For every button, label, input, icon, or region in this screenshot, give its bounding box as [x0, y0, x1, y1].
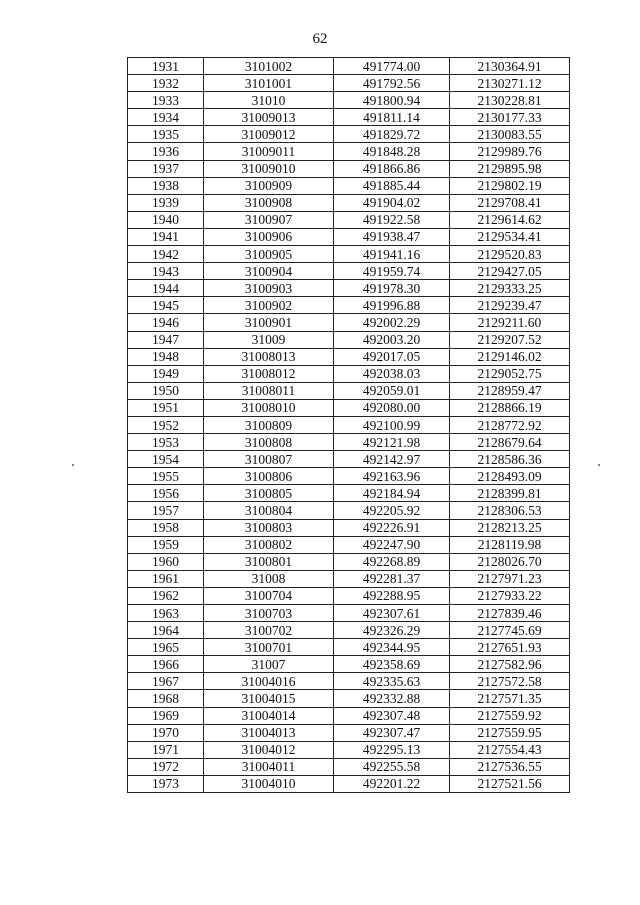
point-id-cell: 3100801	[204, 553, 334, 570]
point-id-cell: 3100703	[204, 605, 334, 622]
scan-speck	[72, 464, 74, 466]
point-id-cell: 3101001	[204, 75, 334, 92]
y-coordinate-cell: 2127554.43	[450, 741, 570, 758]
y-coordinate-cell: 2127559.95	[450, 724, 570, 741]
y-coordinate-cell: 2130083.55	[450, 126, 570, 143]
point-id-cell: 31009010	[204, 160, 334, 177]
y-coordinate-cell: 2129146.02	[450, 348, 570, 365]
point-number-cell: 1936	[128, 143, 204, 160]
point-id-cell: 31004015	[204, 690, 334, 707]
y-coordinate-cell: 2127839.46	[450, 605, 570, 622]
point-id-cell: 3100901	[204, 314, 334, 331]
point-id-cell: 3100907	[204, 211, 334, 228]
x-coordinate-cell: 492326.29	[334, 622, 450, 639]
point-id-cell: 31008	[204, 570, 334, 587]
y-coordinate-cell: 2130228.81	[450, 92, 570, 109]
y-coordinate-cell: 2130177.33	[450, 109, 570, 126]
point-id-cell: 3100809	[204, 416, 334, 433]
table-row	[128, 126, 570, 143]
point-number-cell: 1964	[128, 622, 204, 639]
y-coordinate-cell: 2128959.47	[450, 382, 570, 399]
table-row	[128, 570, 570, 587]
table-row	[128, 211, 570, 228]
table-body	[128, 58, 570, 793]
x-coordinate-cell: 491922.58	[334, 211, 450, 228]
table-row	[128, 75, 570, 92]
x-coordinate-cell: 492295.13	[334, 741, 450, 758]
y-coordinate-cell: 2129614.62	[450, 211, 570, 228]
point-id-cell: 3100908	[204, 194, 334, 211]
y-coordinate-cell: 2127582.96	[450, 656, 570, 673]
x-coordinate-cell: 491978.30	[334, 280, 450, 297]
y-coordinate-cell: 2129239.47	[450, 297, 570, 314]
x-coordinate-cell: 492226.91	[334, 519, 450, 536]
y-coordinate-cell: 2127572.58	[450, 673, 570, 690]
y-coordinate-cell: 2129708.41	[450, 194, 570, 211]
x-coordinate-cell: 492247.90	[334, 536, 450, 553]
point-number-cell: 1932	[128, 75, 204, 92]
table-row	[128, 194, 570, 211]
x-coordinate-cell: 491938.47	[334, 228, 450, 245]
x-coordinate-cell: 491811.14	[334, 109, 450, 126]
x-coordinate-cell: 491800.94	[334, 92, 450, 109]
y-coordinate-cell: 2127559.92	[450, 707, 570, 724]
x-coordinate-cell: 492281.37	[334, 570, 450, 587]
y-coordinate-cell: 2127971.23	[450, 570, 570, 587]
page-number: 62	[312, 31, 328, 47]
point-number-cell: 1970	[128, 724, 204, 741]
table-row	[128, 622, 570, 639]
table-row	[128, 263, 570, 280]
y-coordinate-cell: 2127745.69	[450, 622, 570, 639]
point-id-cell: 3100701	[204, 639, 334, 656]
x-coordinate-cell: 491829.72	[334, 126, 450, 143]
table-row	[128, 109, 570, 126]
table-row	[128, 280, 570, 297]
point-id-cell: 31007	[204, 656, 334, 673]
table-row	[128, 775, 570, 792]
y-coordinate-cell: 2128213.25	[450, 519, 570, 536]
x-coordinate-cell: 491848.28	[334, 143, 450, 160]
table-row	[128, 246, 570, 263]
y-coordinate-cell: 2128399.81	[450, 485, 570, 502]
coordinates-table	[127, 57, 570, 793]
point-number-cell: 1942	[128, 246, 204, 263]
table-row	[128, 707, 570, 724]
point-number-cell: 1967	[128, 673, 204, 690]
point-number-cell: 1952	[128, 416, 204, 433]
y-coordinate-cell: 2129052.75	[450, 365, 570, 382]
x-coordinate-cell: 492003.20	[334, 331, 450, 348]
y-coordinate-cell: 2127651.93	[450, 639, 570, 656]
x-coordinate-cell: 492201.22	[334, 775, 450, 792]
table-row	[128, 416, 570, 433]
table-row	[128, 228, 570, 245]
y-coordinate-cell: 2128772.92	[450, 416, 570, 433]
y-coordinate-cell: 2128493.09	[450, 468, 570, 485]
point-id-cell: 3100805	[204, 485, 334, 502]
table-row	[128, 758, 570, 775]
table-row	[128, 673, 570, 690]
table-row	[128, 58, 570, 75]
table-row	[128, 434, 570, 451]
point-number-cell: 1955	[128, 468, 204, 485]
y-coordinate-cell: 2127536.55	[450, 758, 570, 775]
table-row	[128, 485, 570, 502]
x-coordinate-cell: 492332.88	[334, 690, 450, 707]
point-id-cell: 3100806	[204, 468, 334, 485]
point-id-cell: 31004014	[204, 707, 334, 724]
x-coordinate-cell: 491792.56	[334, 75, 450, 92]
scan-speck	[598, 464, 600, 466]
y-coordinate-cell: 2129211.60	[450, 314, 570, 331]
x-coordinate-cell: 492205.92	[334, 502, 450, 519]
table-row	[128, 143, 570, 160]
table-row	[128, 502, 570, 519]
point-number-cell: 1968	[128, 690, 204, 707]
table-row	[128, 741, 570, 758]
point-id-cell: 31009013	[204, 109, 334, 126]
y-coordinate-cell: 2128586.36	[450, 451, 570, 468]
table-row	[128, 451, 570, 468]
point-id-cell: 31009012	[204, 126, 334, 143]
point-id-cell: 3100905	[204, 246, 334, 263]
table-row	[128, 587, 570, 604]
table-row	[128, 724, 570, 741]
table-row	[128, 399, 570, 416]
table-row	[128, 160, 570, 177]
point-number-cell: 1931	[128, 58, 204, 75]
point-id-cell: 31008010	[204, 399, 334, 416]
table-row	[128, 348, 570, 365]
point-number-cell: 1953	[128, 434, 204, 451]
point-number-cell: 1947	[128, 331, 204, 348]
point-number-cell: 1963	[128, 605, 204, 622]
point-number-cell: 1960	[128, 553, 204, 570]
point-id-cell: 31009011	[204, 143, 334, 160]
x-coordinate-cell: 492255.58	[334, 758, 450, 775]
point-id-cell: 3100807	[204, 451, 334, 468]
point-number-cell: 1944	[128, 280, 204, 297]
point-id-cell: 3100803	[204, 519, 334, 536]
x-coordinate-cell: 492307.61	[334, 605, 450, 622]
y-coordinate-cell: 2129802.19	[450, 177, 570, 194]
point-number-cell: 1948	[128, 348, 204, 365]
point-id-cell: 3100702	[204, 622, 334, 639]
x-coordinate-cell: 492288.95	[334, 587, 450, 604]
y-coordinate-cell: 2127521.56	[450, 775, 570, 792]
x-coordinate-cell: 491904.02	[334, 194, 450, 211]
y-coordinate-cell: 2128026.70	[450, 553, 570, 570]
point-number-cell: 1949	[128, 365, 204, 382]
table-row	[128, 177, 570, 194]
point-number-cell: 1943	[128, 263, 204, 280]
point-number-cell: 1972	[128, 758, 204, 775]
x-coordinate-cell: 492268.89	[334, 553, 450, 570]
y-coordinate-cell: 2129520.83	[450, 246, 570, 263]
point-id-cell: 3100904	[204, 263, 334, 280]
x-coordinate-cell: 492184.94	[334, 485, 450, 502]
point-number-cell: 1965	[128, 639, 204, 656]
point-number-cell: 1937	[128, 160, 204, 177]
y-coordinate-cell: 2127571.35	[450, 690, 570, 707]
point-id-cell: 3100909	[204, 177, 334, 194]
table-row	[128, 382, 570, 399]
y-coordinate-cell: 2128119.98	[450, 536, 570, 553]
point-id-cell: 3100808	[204, 434, 334, 451]
point-number-cell: 1961	[128, 570, 204, 587]
x-coordinate-cell: 491866.86	[334, 160, 450, 177]
x-coordinate-cell: 492307.48	[334, 707, 450, 724]
point-number-cell: 1938	[128, 177, 204, 194]
x-coordinate-cell: 492142.97	[334, 451, 450, 468]
y-coordinate-cell: 2128679.64	[450, 434, 570, 451]
x-coordinate-cell: 492163.96	[334, 468, 450, 485]
x-coordinate-cell: 492038.03	[334, 365, 450, 382]
point-id-cell: 3100804	[204, 502, 334, 519]
point-number-cell: 1957	[128, 502, 204, 519]
x-coordinate-cell: 492358.69	[334, 656, 450, 673]
point-id-cell: 3101002	[204, 58, 334, 75]
x-coordinate-cell: 492307.47	[334, 724, 450, 741]
point-number-cell: 1969	[128, 707, 204, 724]
point-id-cell: 3100902	[204, 297, 334, 314]
table-row	[128, 297, 570, 314]
point-id-cell: 31004012	[204, 741, 334, 758]
point-id-cell: 3100802	[204, 536, 334, 553]
point-number-cell: 1946	[128, 314, 204, 331]
point-number-cell: 1954	[128, 451, 204, 468]
point-id-cell: 31008012	[204, 365, 334, 382]
x-coordinate-cell: 492080.00	[334, 399, 450, 416]
point-id-cell: 31004013	[204, 724, 334, 741]
point-id-cell: 31008011	[204, 382, 334, 399]
point-id-cell: 31008013	[204, 348, 334, 365]
table-row	[128, 92, 570, 109]
y-coordinate-cell: 2130364.91	[450, 58, 570, 75]
point-id-cell: 31010	[204, 92, 334, 109]
x-coordinate-cell: 492017.05	[334, 348, 450, 365]
point-number-cell: 1958	[128, 519, 204, 536]
x-coordinate-cell: 492335.63	[334, 673, 450, 690]
y-coordinate-cell: 2127933.22	[450, 587, 570, 604]
point-id-cell: 31004010	[204, 775, 334, 792]
table-row	[128, 314, 570, 331]
x-coordinate-cell: 492002.29	[334, 314, 450, 331]
point-number-cell: 1945	[128, 297, 204, 314]
point-number-cell: 1940	[128, 211, 204, 228]
point-id-cell: 3100906	[204, 228, 334, 245]
x-coordinate-cell: 492100.99	[334, 416, 450, 433]
y-coordinate-cell: 2129534.41	[450, 228, 570, 245]
table-row	[128, 605, 570, 622]
point-number-cell: 1935	[128, 126, 204, 143]
y-coordinate-cell: 2128306.53	[450, 502, 570, 519]
x-coordinate-cell: 491996.88	[334, 297, 450, 314]
point-number-cell: 1959	[128, 536, 204, 553]
x-coordinate-cell: 491885.44	[334, 177, 450, 194]
x-coordinate-cell: 491959.74	[334, 263, 450, 280]
table-row	[128, 331, 570, 348]
table-row	[128, 656, 570, 673]
table-row	[128, 690, 570, 707]
x-coordinate-cell: 492344.95	[334, 639, 450, 656]
table-row	[128, 468, 570, 485]
y-coordinate-cell: 2129895.98	[450, 160, 570, 177]
point-number-cell: 1933	[128, 92, 204, 109]
point-number-cell: 1956	[128, 485, 204, 502]
y-coordinate-cell: 2129333.25	[450, 280, 570, 297]
point-id-cell: 3100704	[204, 587, 334, 604]
table-row	[128, 553, 570, 570]
point-number-cell: 1966	[128, 656, 204, 673]
point-number-cell: 1941	[128, 228, 204, 245]
point-id-cell: 31009	[204, 331, 334, 348]
table-row	[128, 639, 570, 656]
y-coordinate-cell: 2130271.12	[450, 75, 570, 92]
x-coordinate-cell: 492059.01	[334, 382, 450, 399]
y-coordinate-cell: 2129427.05	[450, 263, 570, 280]
table-row	[128, 536, 570, 553]
point-id-cell: 31004011	[204, 758, 334, 775]
x-coordinate-cell: 491774.00	[334, 58, 450, 75]
point-number-cell: 1973	[128, 775, 204, 792]
point-id-cell: 31004016	[204, 673, 334, 690]
table-row	[128, 519, 570, 536]
x-coordinate-cell: 492121.98	[334, 434, 450, 451]
table-row	[128, 365, 570, 382]
y-coordinate-cell: 2129989.76	[450, 143, 570, 160]
point-number-cell: 1951	[128, 399, 204, 416]
x-coordinate-cell: 491941.16	[334, 246, 450, 263]
point-number-cell: 1962	[128, 587, 204, 604]
y-coordinate-cell: 2129207.52	[450, 331, 570, 348]
point-number-cell: 1950	[128, 382, 204, 399]
point-number-cell: 1939	[128, 194, 204, 211]
point-number-cell: 1971	[128, 741, 204, 758]
y-coordinate-cell: 2128866.19	[450, 399, 570, 416]
point-id-cell: 3100903	[204, 280, 334, 297]
point-number-cell: 1934	[128, 109, 204, 126]
